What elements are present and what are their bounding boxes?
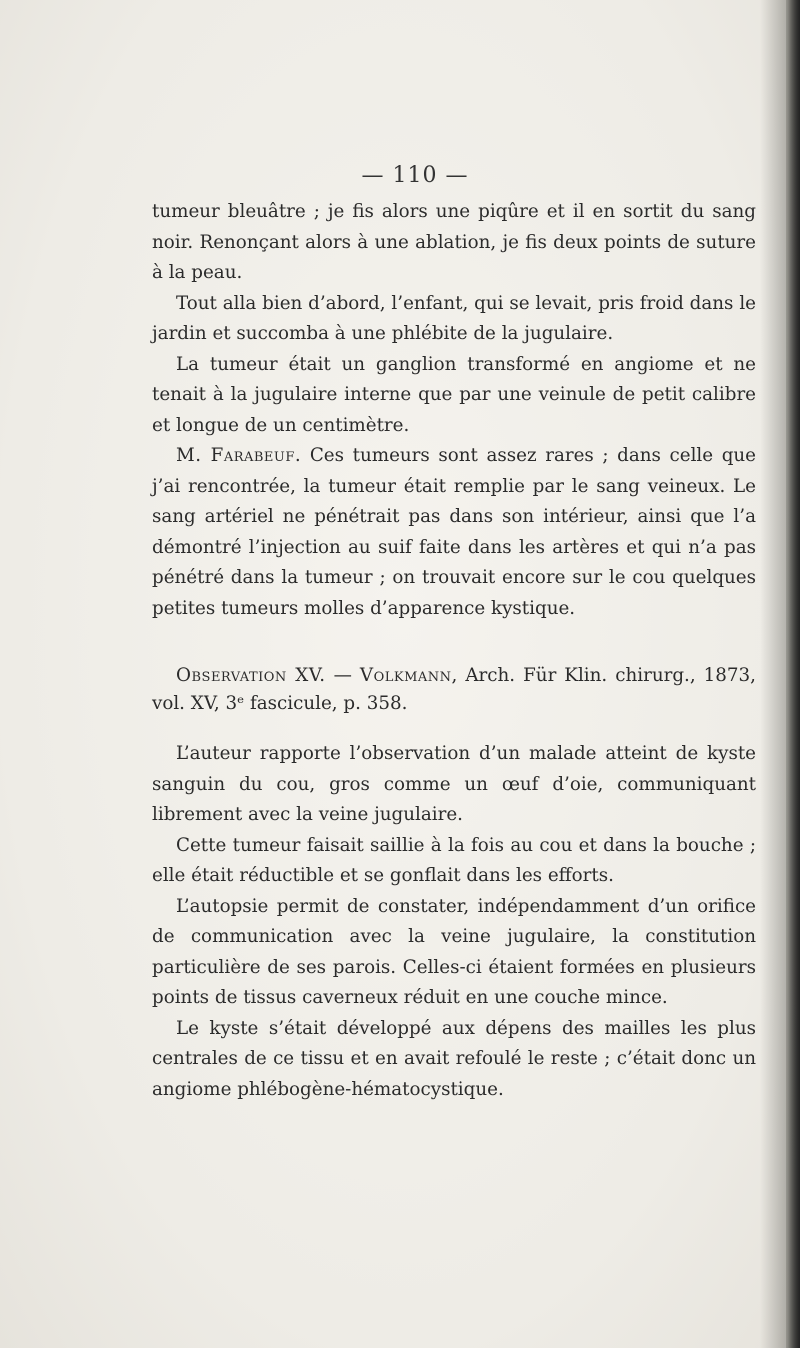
paragraph: L’auteur rapporte l’observation d’un malade atteint de kyste sanguin du cou, gros comme un œuf d’oie, communiquant librement avec la veine jugulaire. [152,743,756,825]
observation-label: Observation XV. [176,665,326,686]
text-section-1 [152,197,756,624]
paragraph: Tout alla bien d’abord, l’enfant, qui se levait, pris froid dans le jardin et succomba à une phlébite de la jugulaire. [152,292,756,344]
observation-citation: , Arch. Für Klin. chirurg., 1873, vol. XV, 3ᵉ fascicule, p. 358. [152,665,756,714]
observation-separator: — [325,665,360,686]
paragraph: La tumeur était un ganglion transformé en angiome et ne tenait à la jugulaire interne que par une veinule de petit calibre et longue de un centimètre. [152,353,756,436]
observation-heading [152,662,756,718]
farabeuf-paragraph [152,441,756,624]
observation-reference [152,662,756,718]
text-section-2 [152,739,756,1105]
paragraph: Cette tumeur faisait saillie à la fois au cou et dans la bouche ; elle était réductible et se gonflait dans les efforts. [152,834,756,886]
paragraph: L’autopsie permit de constater, indépendamment d’un orifice de communication avec la veine jugulaire, la constitution particulière de ses parois. Celles-ci étaient formées en plusieurs points de tissus caverneux réduit en une couche mince. [152,895,756,1008]
observation-author: Volkmann [359,665,452,686]
speaker-name: M. Farabeuf. [176,445,302,466]
paragraph: Le kyste s’était développé aux dépens des mailles les plus centrales de ce tissu et en avait refoulé le reste ; c’était donc un angiome phlébogène-hématocystique. [152,1017,756,1100]
page-edge-shadow [786,0,800,1348]
paragraph: tumeur bleuâtre ; je fis alors une piqûre et il en sortit du sang noir. Renonçant alors à une ablation, je fis deux points de suture à la peau. [152,201,756,283]
page-number: — 110 — [361,163,469,188]
speaker-text: Ces tumeurs sont assez rares ; dans celle que j’ai rencontrée, la tumeur était remplie par le sang veineux. Le sang artériel ne pénétrait pas dans son intérieur, ainsi que l’a démontré l’injection au suif faite dans les artères et qui n’a pas pénétré dans la tumeur ; on trouvait encore sur le cou quelques petites tumeurs molles d’apparence kystique. [152,445,756,619]
